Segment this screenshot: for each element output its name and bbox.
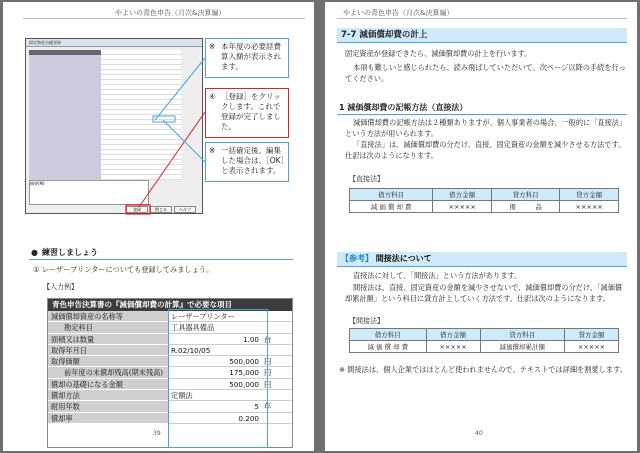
- section-body-1: 減価償却費の記帳方法は２種類ありますが、個人事業者の場合、一般的に「直接法」という方法が用いられます。: [345, 118, 627, 138]
- page-number: 40: [475, 430, 483, 437]
- row-unit: 円: [262, 367, 292, 378]
- row-label: 取得価額: [48, 356, 168, 367]
- row-value: R.02/10/05: [168, 345, 262, 356]
- row-label: 面積又は数量: [48, 334, 168, 345]
- row-label: 取得年月日: [48, 345, 168, 356]
- row-value: 工具器具備品: [168, 322, 262, 333]
- row-label: 前年度の未償却残高(期末残高): [48, 367, 168, 378]
- chapter-title: 7-7 減価償却費の計上: [337, 28, 627, 42]
- close-button[interactable]: 閉じる: [150, 206, 172, 213]
- direct-label: 【直接法】: [349, 175, 384, 183]
- register-button[interactable]: 登録: [126, 206, 148, 213]
- intro-1: 固定資産が登録できたら、減価償却費の計上を行います。: [345, 49, 532, 58]
- section-title: ● 練習しましょう: [31, 248, 98, 257]
- table-header: 青色申告決算書の『減価償却費の計算』で必要な項目: [48, 299, 292, 311]
- section-rule: [337, 114, 627, 115]
- memo-label: 摘要(M): [30, 181, 45, 186]
- row-unit: 年: [262, 401, 292, 412]
- step-text: ① レーザープリンターについても登録してみましょう。: [33, 265, 214, 274]
- row-value: 定額法: [168, 390, 262, 401]
- row-label: 耐用年数: [48, 401, 168, 412]
- row-value: 0.200: [168, 413, 262, 424]
- page-header: やよいの青色申告（月次&決算編）: [343, 9, 454, 17]
- row-label: 減価償却資産の名称等: [48, 311, 168, 322]
- indirect-journal-table: 借方科目 借方金額 貸方科目 貸方金額 減 価 償 却 費 ××××× 減価償却累計額 ×××××: [349, 328, 619, 353]
- right-page: [325, 2, 637, 451]
- reference-tag: 【参考】: [341, 254, 373, 263]
- indirect-label: 【間接法】: [349, 317, 384, 325]
- intro-2: 本項も難しいと感じられたら、読み飛ばしていただいて、次ページ以降の手続を行ってください。: [345, 63, 626, 83]
- row-value: 500,000: [168, 356, 262, 367]
- reference-body-2: 間接法は、直接、固定資産の金額を減少させないで、減価償却費の分だけ、「減価償却累計額」という科目に貸方計上していく方法です。仕訳は次のようになります。: [345, 283, 623, 303]
- direct-journal-table: 借方科目 借方金額 貸方科目 貸方金額 減 価 償 却 費 ××××× 備 品 ×××××: [349, 188, 619, 213]
- page-header: やよいの青色申告（月次&決算編）: [115, 9, 226, 17]
- dialog-title: 固定資産台帳登録: [26, 39, 202, 47]
- left-page: やよいの青色申告（月次&決算編） 固定資産台帳登録 摘要(M) 登録 閉じる ヘルプ ※ 本年度の必要経費算入額が表示されます。 ④ ［登録］をクリックします。これで登録が完了しました。 ※ 一括確定後、編集した場合は、［OK］と表示されます。 ● 練習しましょう ① レーザープリンターについても登録してみましょう。 【入力例】 青色申告決算書の『減価償却費の計算』で必要な項目 減価償却資産の名称等 レーザープリンター 勘定科目 工具器具備品 面積又は数量 1.00 台 取得年月日 R.02/10/05 取得価額 500,000 円 前年度の未償却残高(期末残高) 175,000 円 償却の基礎になる金額 500,000 円 償却方法 定額法 耐用年数 5 年 償却率 0.200 39: [3, 2, 314, 451]
- section-rule: [29, 259, 293, 260]
- page-number: 39: [153, 430, 161, 437]
- footnote: ※ 間接法は、個人企業ではほとんど使われませんので、テキストでは詳細を割愛します。: [339, 365, 627, 374]
- reference-rule: [337, 266, 627, 267]
- help-button[interactable]: ヘルプ: [174, 206, 196, 213]
- reference-title: 間接法について: [375, 254, 432, 263]
- row-unit: 台: [262, 334, 292, 345]
- input-example-label: 【入力例】: [43, 283, 78, 291]
- row-unit: 円: [262, 379, 292, 390]
- chapter-rule: [337, 42, 627, 43]
- section-body-2: 「直接法」は、減価償却費の分だけ、直接、固定資産の金額を減少させる方法です。仕訳は次のようになります。: [345, 140, 626, 160]
- row-label: 勘定科目: [48, 322, 168, 333]
- section-title: 1 減価償却費の記帳方法（直接法）: [339, 103, 468, 112]
- row-label: 償却率: [48, 413, 168, 424]
- highlight-box: [168, 309, 268, 448]
- reference-body-1: 直接法に対して、「間接法」という方法があります。: [353, 271, 522, 280]
- row-unit: 円: [262, 356, 292, 367]
- row-value: 1.00: [168, 334, 262, 345]
- row-value: 175,000: [168, 367, 262, 378]
- header-rule: [337, 18, 627, 19]
- row-label: 償却方法: [48, 390, 168, 401]
- row-value: 500,000: [168, 379, 262, 390]
- callout-lines: [3, 2, 314, 222]
- row-value: レーザープリンター: [168, 311, 262, 322]
- reference-heading: [337, 252, 627, 266]
- row-value: 5: [168, 401, 262, 412]
- row-label: 償却の基礎になる金額: [48, 379, 168, 390]
